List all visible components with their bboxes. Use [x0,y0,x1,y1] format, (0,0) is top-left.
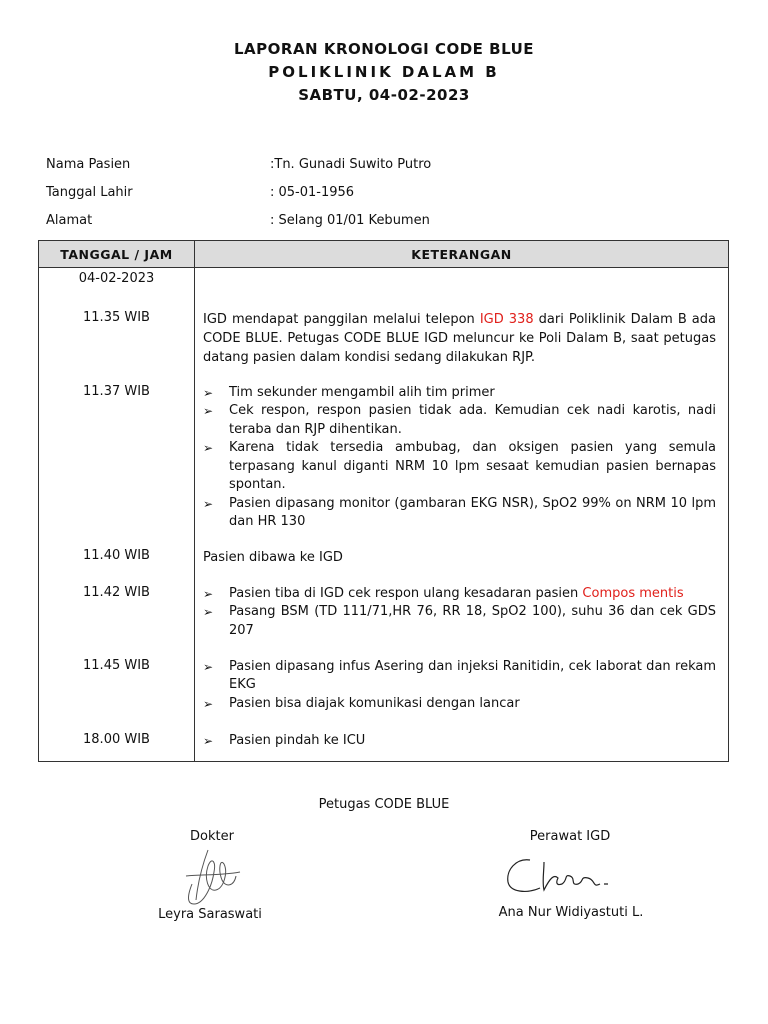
table-row [39,652,729,726]
doctor-signature [178,846,258,908]
patient-name-value: :Tn. Gunadi Suwito Putro [270,157,432,172]
bullet-list [203,653,716,714]
list-item: ➢ Pasien bisa diajak komunikasi dengan lancar [203,695,716,714]
table-row [39,726,729,762]
birth-date-value: : 05-01-1956 [270,185,355,200]
entry-text: IGD mendapat panggilan melalui telepon IGD 338 dari Poliklinik Dalam B ada CODE BLUE. Petugas CODE BLUE IGD meluncur ke Poli Dalam B, saat petugas datang pasien dalam kondisi sedang dilakukan RJP. [203,311,716,365]
time-cell: 11.35 WIB [83,309,150,325]
list-item: ➢ Pasang BSM (TD 111/71,HR 76, RR 18, SpO2 100), suhu 36 dan cek GDS 207 [203,604,716,638]
list-item: ➢ Pasien dipasang infus Asering dan injeksi Ranitidin, cek laborat dan rekam EKG [203,658,716,692]
list-item: ➢ Karena tidak tersedia ambubag, dan oksigen pasien yang semula terpasang kanul diganti NRM 10 lpm sesaat kemudian pasien bernapas spontan. [203,440,716,492]
table-row [39,268,729,304]
report-date: SABTU, 04-02-2023 [298,86,470,104]
list-item: ➢ Pasien tiba di IGD cek respon ulang kesadaran pasien Compos mentis [203,585,716,604]
address-value: : Selang 01/01 Kebumen [270,213,430,228]
nurse-role: Perawat IGD [529,829,611,844]
time-cell: 11.40 WIB [83,547,150,563]
time-column-header: TANGGAL / JAM [39,241,195,268]
nurse-name: Ana Nur Widiyastuti L. [498,905,644,920]
highlight-text: IGD 338 [479,311,534,327]
arrow-bullet-icon: ➢ [203,441,214,455]
bullet-list [203,580,716,641]
arrow-bullet-icon: ➢ [203,659,214,674]
arrow-bullet-icon: ➢ [203,385,214,400]
table-row [39,378,729,542]
arrow-bullet-icon: ➢ [203,496,214,511]
time-cell: 18.00 WIB [83,731,150,747]
arrow-bullet-icon: ➢ [203,586,214,601]
table-row [39,304,729,378]
arrow-bullet-icon: ➢ [203,404,214,418]
nurse-signature [500,852,620,898]
time-cell: 11.37 WIB [83,383,150,399]
list-item: ➢ Pasien pindah ke ICU [203,732,716,751]
address-label: Alamat [46,213,93,228]
report-title: LAPORAN KRONOLOGI CODE BLUE [233,40,535,58]
date-cell: 04-02-2023 [78,271,155,286]
list-item: ➢ Cek respon, respon pasien tidak ada. Kemudian cek nadi karotis, nadi teraba dan RJP dihentikan. [203,403,716,437]
chronology-table [38,240,729,762]
highlight-text: Compos mentis [582,585,684,601]
time-cell: 11.42 WIB [83,584,150,600]
doctor-name: Leyra Saraswati [158,907,262,922]
description-column-header: KETERANGAN [195,241,729,268]
doctor-role: Dokter [190,829,234,844]
arrow-bullet-icon: ➢ [203,605,214,619]
list-item: ➢ Pasien dipasang monitor (gambaran EKG NSR), SpO2 99% on NRM 10 lpm dan HR 130 [203,495,716,529]
bullet-list [203,727,716,751]
list-item: ➢ Tim sekunder mengambil alih tim primer [203,384,716,403]
arrow-bullet-icon: ➢ [203,696,214,711]
bullet-list [203,379,716,532]
birth-date-label: Tanggal Lahir [46,185,133,200]
clinic-name: POLIKLINIK DALAM B [268,63,500,81]
table-header-row [39,241,729,268]
officer-title: Petugas CODE BLUE [318,797,450,812]
time-cell: 11.45 WIB [83,657,150,673]
table-row [39,579,729,652]
entry-text: Pasien dibawa ke IGD [203,549,343,565]
table-row [39,542,729,579]
arrow-bullet-icon: ➢ [203,733,214,748]
patient-name-label: Nama Pasien [46,157,131,172]
